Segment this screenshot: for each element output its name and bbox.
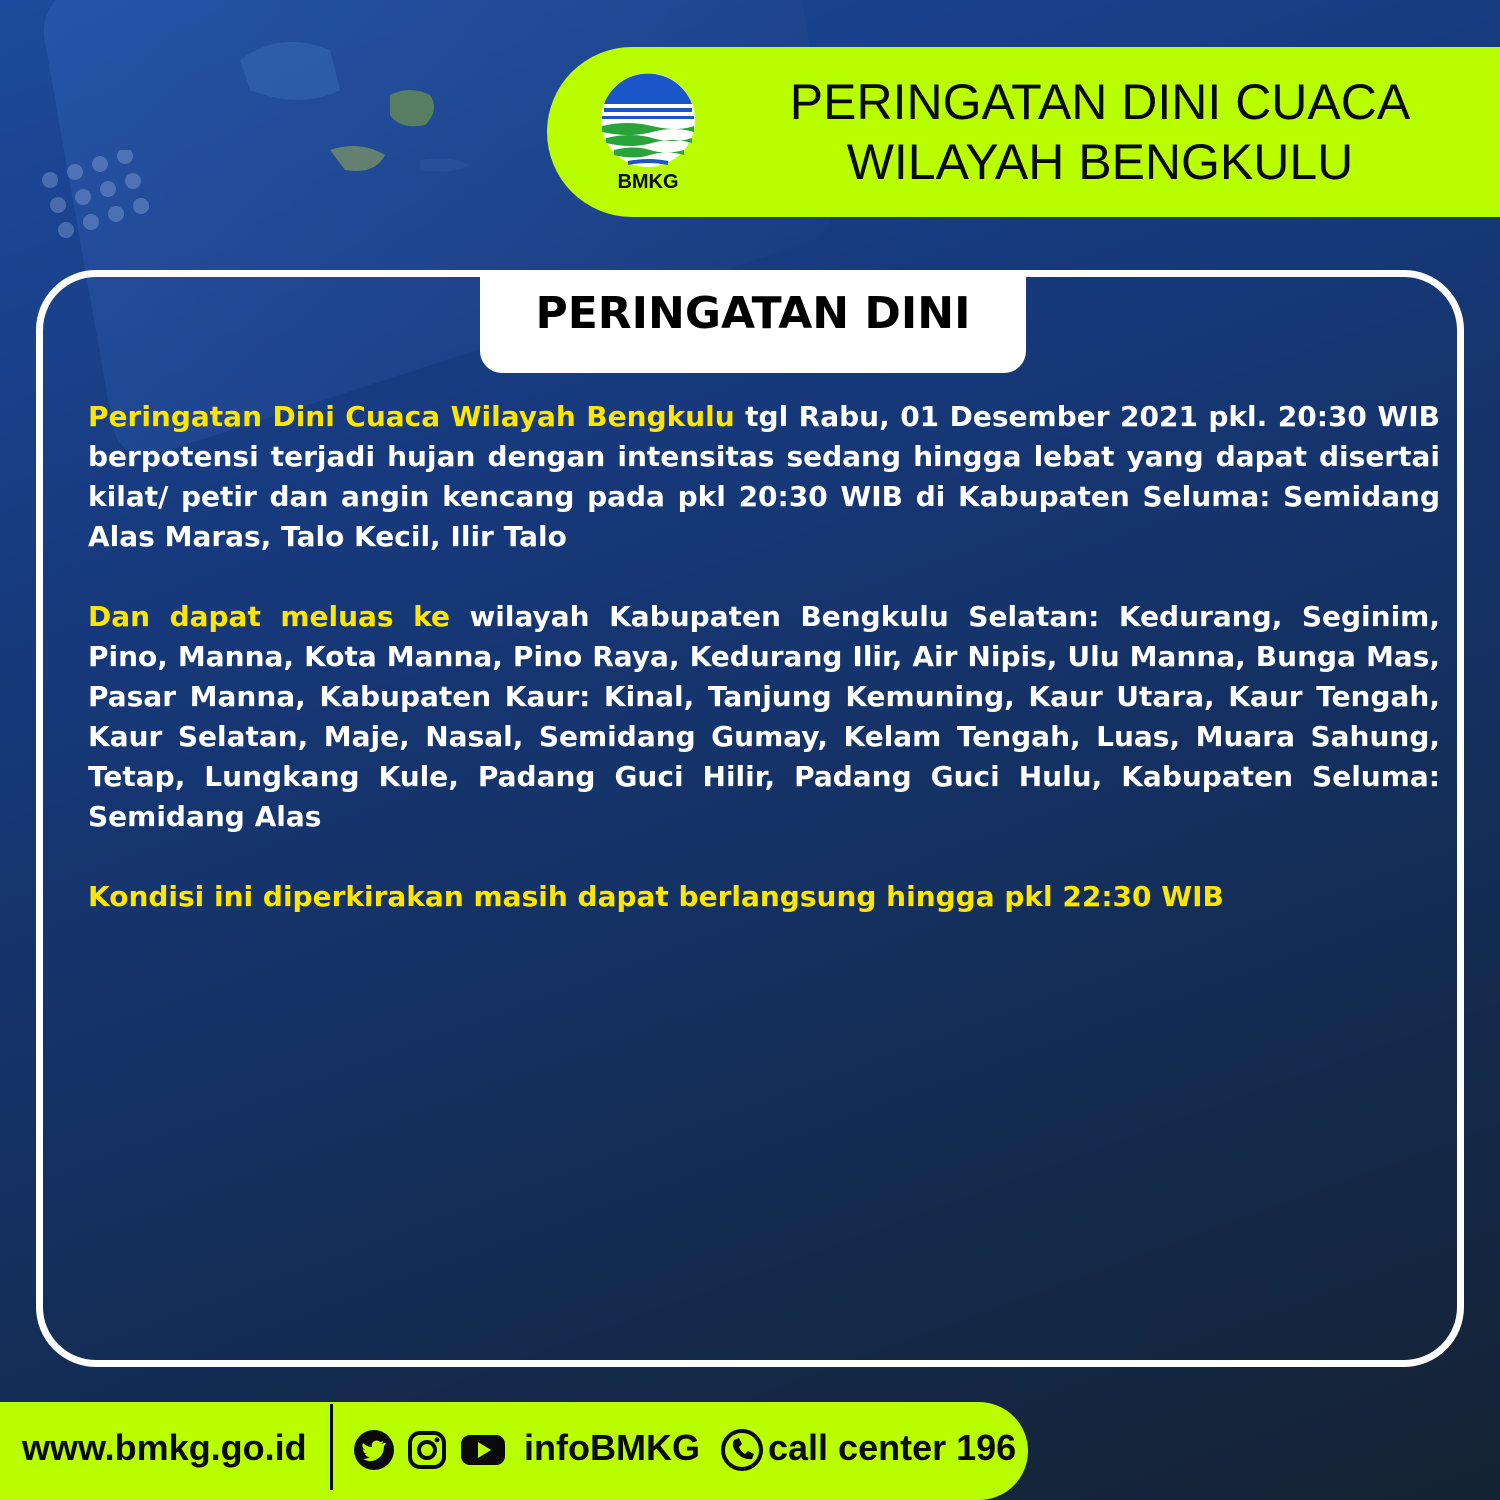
background-map-illustration	[180, 0, 580, 200]
footer-divider	[330, 1404, 333, 1490]
title-line-1: PERINGATAN DINI CUACA	[789, 74, 1411, 130]
warning-paragraph-1	[88, 397, 1440, 557]
highlight-text: Peringatan Dini Cuaca Wilayah Bengkulu	[88, 400, 735, 433]
panel-title: PERINGATAN DINI	[535, 288, 971, 339]
warning-paragraph-3	[88, 877, 1440, 917]
youtube-icon[interactable]	[460, 1430, 506, 1470]
body-text: wilayah Kabupaten Bengkulu Selatan: Kedurang, Seginim, Pino, Manna, Kota Manna, Pino Raya, Kedurang Ilir, Air Nipis, Ulu Manna, Bunga Mas, Pasar Manna, Kabupaten Kaur: Kinal, Tanjung Kemuning, Kaur Utara, Kaur Tengah, Kaur Selatan, Maje, Nasal, Semidang Gumay, Kelam Tengah, Luas, Muara Sahung, Tetap, Lungkang Kule, Padang Guci Hilir, Padang Guci Hulu, Kabupaten Seluma: Semidang Alas	[88, 600, 1440, 833]
bmkg-logo-icon	[598, 72, 698, 192]
title-line-2: WILAYAH BENGKULU	[846, 134, 1354, 190]
twitter-icon[interactable]	[354, 1430, 394, 1470]
warning-paragraph-2	[88, 597, 1440, 837]
warning-content	[88, 397, 1440, 957]
body-text: tgl Rabu, 01 Desember 2021 pkl. 20:30 WIB berpotensi terjadi hujan dengan intensitas sedang hingga lebat yang dapat disertai kilat/ petir dan angin kencang pada pkl 20:30 WIB di Kabupaten Seluma: Semidang Alas Maras, Talo Kecil, Ilir Talo	[88, 400, 1440, 553]
page-title	[740, 72, 1460, 192]
phone-icon	[720, 1428, 764, 1472]
background-dots-decoration	[30, 150, 210, 270]
call-center-text[interactable]: call center 196	[768, 1427, 1017, 1468]
svg-text:BMKG: BMKG	[617, 171, 679, 192]
instagram-icon[interactable]	[407, 1430, 447, 1470]
website-link[interactable]: www.bmkg.go.id	[22, 1427, 307, 1468]
social-handle[interactable]: infoBMKG	[524, 1427, 700, 1468]
highlight-text: Kondisi ini diperkirakan masih dapat berlangsung hingga pkl 22:30 WIB	[88, 880, 1224, 913]
highlight-text: Dan dapat meluas ke	[88, 600, 450, 633]
